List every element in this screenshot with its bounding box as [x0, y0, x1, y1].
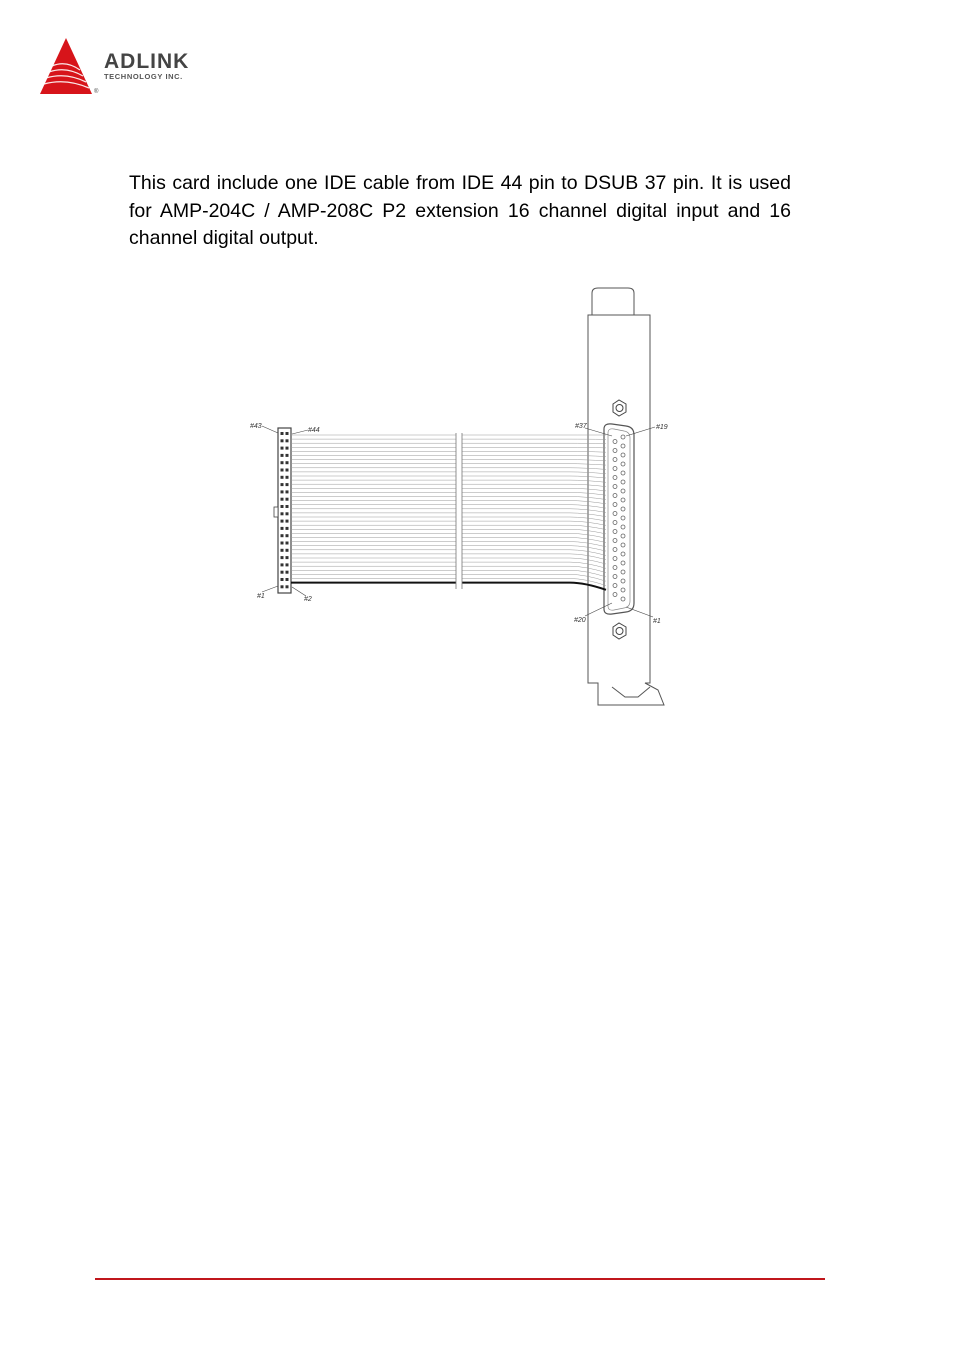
dsub-pin-20-label: #20: [574, 617, 586, 624]
ide-pin: [286, 447, 289, 450]
ide-pin: [281, 439, 284, 442]
ide-pin: [281, 520, 284, 523]
ribbon-wire: [291, 574, 606, 581]
ribbon-wire: [291, 583, 606, 590]
ide-pin: [286, 432, 289, 435]
ribbon-wire: [291, 550, 606, 556]
ide-pin: [281, 483, 284, 486]
ribbon-wire: [291, 472, 606, 474]
ribbon-wire: [291, 480, 606, 482]
bottom-nut: [613, 623, 626, 639]
ide-pin: [286, 461, 289, 464]
ide-pin: [281, 476, 284, 479]
ide-pin: [281, 571, 284, 574]
ide-pin: [286, 563, 289, 566]
ide-pin: [286, 490, 289, 493]
ribbon-wire: [291, 492, 606, 495]
ide-pin: [281, 490, 284, 493]
ide-44-connector: [278, 428, 291, 593]
ribbon-wire: [291, 476, 606, 478]
ide-pin: [286, 469, 289, 472]
ide-pin: [281, 542, 284, 545]
dsub-37-connector: [604, 424, 634, 614]
ide-pin: [281, 578, 284, 581]
ide-pin: [281, 469, 284, 472]
ide-pin: [286, 454, 289, 457]
cable-diagram: [240, 285, 680, 715]
ribbon-wire: [291, 468, 606, 470]
ide-pin: [286, 585, 289, 588]
adlink-triangle-icon: [38, 36, 102, 98]
brand-name: ADLINK: [104, 50, 190, 73]
ribbon-wire: [291, 513, 606, 517]
ribbon-wire: [291, 484, 606, 486]
dsub-pin-1-label: #1: [653, 618, 661, 625]
ribbon-wire: [291, 509, 606, 513]
registered-mark: ®: [94, 89, 99, 95]
ide-pin: [281, 563, 284, 566]
ide-pin: [286, 571, 289, 574]
ribbon-wire: [291, 497, 606, 500]
top-nut: [613, 400, 626, 416]
ide-pin: [281, 549, 284, 552]
ide-pin: [281, 461, 284, 464]
ribbon-wire: [291, 546, 606, 551]
ide-pin: [281, 454, 284, 457]
ide-pin: [286, 549, 289, 552]
ide-pin: [286, 527, 289, 530]
ide-pin: [286, 439, 289, 442]
dsub-pin-19-label: #19: [656, 424, 668, 431]
ribbon-wire: [291, 460, 606, 461]
ide-pin: [286, 578, 289, 581]
ide-pin: [281, 534, 284, 537]
ide-pin: [281, 505, 284, 508]
ide-pin: [281, 527, 284, 530]
ribbon-wire: [291, 456, 606, 457]
ide-pin: [286, 556, 289, 559]
ribbon-wire: [291, 505, 606, 508]
ribbon-wire: [291, 464, 606, 465]
ribbon-cable: [291, 435, 606, 590]
ribbon-wire: [291, 447, 606, 448]
ide-pin: [281, 556, 284, 559]
ribbon-wire: [291, 570, 606, 577]
ide-pin: [286, 505, 289, 508]
ribbon-wire: [291, 521, 606, 525]
ribbon-wire: [291, 554, 606, 560]
intro-paragraph: This card include one IDE cable from IDE 44 pin to DSUB 37 pin. It is used for AMP-204C / AMP-208C P2 extension 16 channel digital input and 16 channel digital output.: [129, 172, 791, 249]
ide-pin: [281, 585, 284, 588]
ide-pin-2-label: #2: [304, 596, 312, 603]
ribbon-wire: [291, 558, 606, 564]
ide-pin-1-label: #1: [257, 593, 265, 600]
ribbon-wire: [291, 488, 606, 491]
ribbon-wire: [291, 562, 606, 568]
ribbon-wire: [291, 451, 606, 452]
ide-pin: [286, 483, 289, 486]
ide-pin-44-label: #44: [308, 427, 320, 434]
ide-pin: [286, 534, 289, 537]
ribbon-wire: [291, 501, 606, 504]
dsub-pin-37-label: #37: [575, 423, 587, 430]
ide-pin: [281, 498, 284, 501]
footer-rule: [95, 1278, 825, 1280]
ide-pin: [286, 542, 289, 545]
ribbon-wire: [291, 542, 606, 547]
ide-pin: [286, 520, 289, 523]
ide-pin: [286, 476, 289, 479]
company-logo: [38, 36, 238, 98]
ide-pin-43-label: #43: [250, 423, 262, 430]
ribbon-wire: [291, 566, 606, 572]
ribbon-wire: [291, 517, 606, 521]
ide-pin: [281, 512, 284, 515]
brand-subtitle: TECHNOLOGY INC.: [104, 72, 183, 81]
ide-pin: [281, 432, 284, 435]
ide-pin: [286, 512, 289, 515]
ribbon-wire: [291, 525, 606, 529]
ide-pin: [281, 447, 284, 450]
ide-pin: [286, 498, 289, 501]
